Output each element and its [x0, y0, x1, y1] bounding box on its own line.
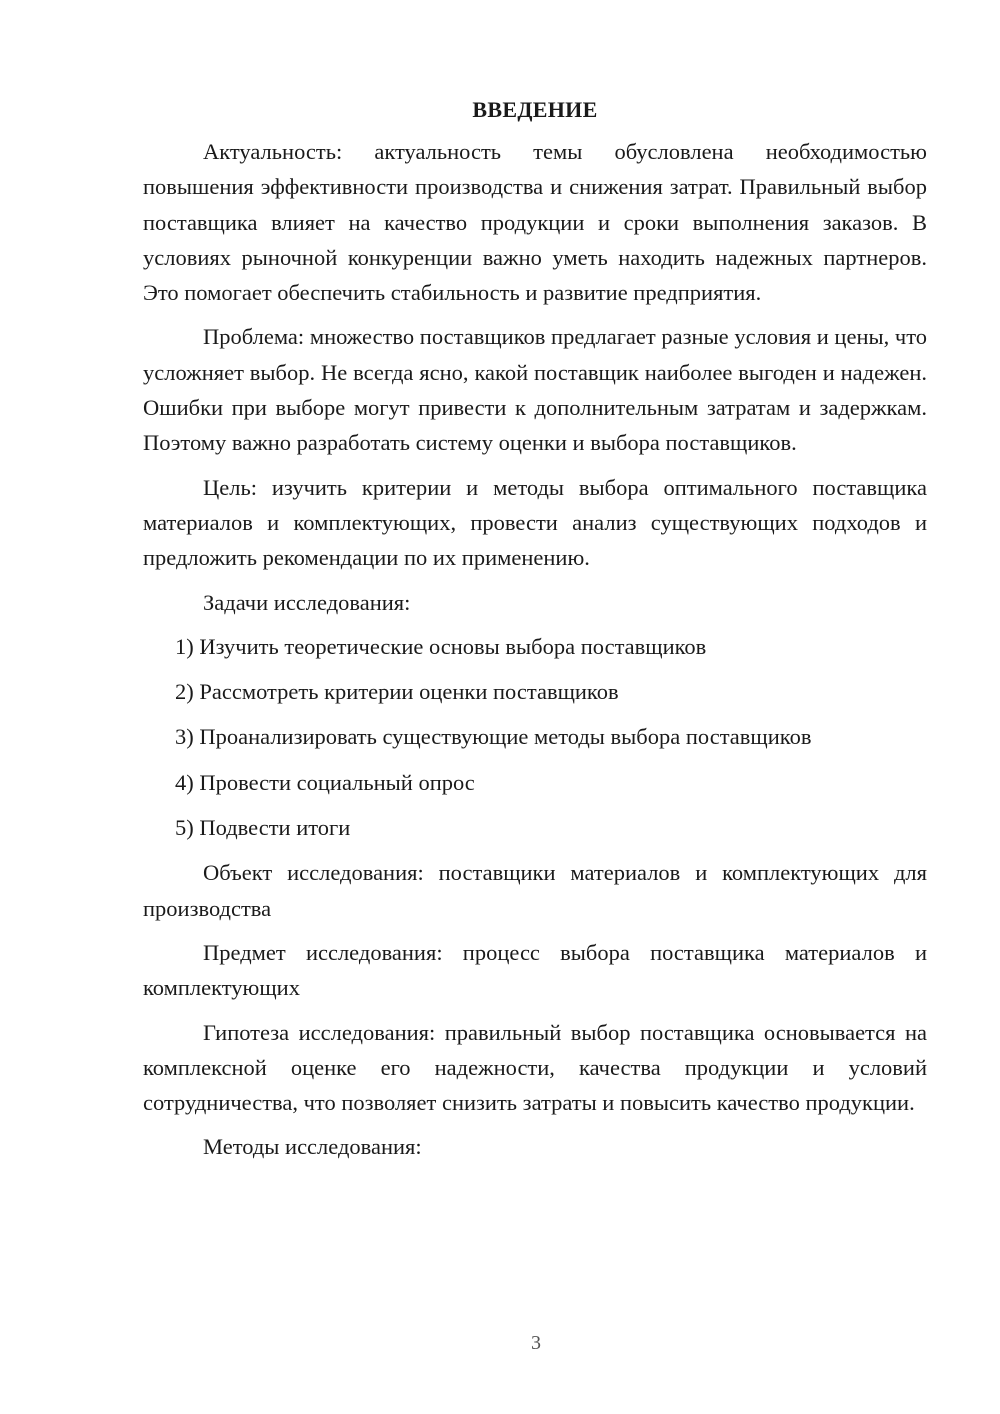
- problem-paragraph: Проблема: множество поставщиков предлагает разные условия и цены, что усложняет выбор. Не всегда ясно, какой поставщик наиболее выгоден и надежен. Ошибки при выборе могут привести к дополнительным затратам и задержкам. Поэтому важно разработать систему оценки и выбора поставщиков.: [143, 324, 927, 456]
- relevance-paragraph: Актуальность: актуальность темы обусловлена необходимостью повышения эффективности производства и снижения затрат. Правильный выбор поставщика влияет на качество продукции и сроки выполнения заказов. В условиях рыночной конкуренции важно уметь находить надежных партнеров. Это помогает обеспечить стабильность и развитие предприятия.: [143, 139, 927, 306]
- task-item-1: 1) Изучить теоретические основы выбора поставщиков: [175, 633, 707, 659]
- task-item-4: 4) Провести социальный опрос: [175, 769, 475, 795]
- task-item-5: 5) Подвести итоги: [175, 815, 351, 841]
- goal-paragraph: Цель: изучить критерии и методы выбора оптимального поставщика материалов и комплектующих, провести анализ существующих подходов и предложить рекомендации по их применению.: [143, 474, 927, 571]
- tasks-list: [143, 629, 927, 845]
- page-content: [143, 92, 927, 1174]
- object-paragraph: Объект исследования: поставщики материалов и комплектующих для производства: [143, 860, 927, 921]
- page-number: 3: [531, 1332, 541, 1354]
- subject-paragraph: Предмет исследования: процесс выбора поставщика материалов и комплектующих: [143, 939, 927, 1001]
- task-item-3: 3) Проанализировать существующие методы выбора поставщиков: [175, 724, 812, 750]
- page-number-footer: [0, 1332, 1000, 1355]
- hypothesis-paragraph: Гипотеза исследования: правильный выбор поставщика основывается на комплексной оценке его надежности, качества продукции и условий сотрудничества, что позволяет снизить затраты и повысить качество продукции.: [143, 1019, 927, 1116]
- task-item-2: 2) Рассмотреть критерии оценки поставщиков: [175, 679, 619, 705]
- tasks-title: Задачи исследования:: [203, 589, 411, 615]
- page-heading: ВВЕДЕНИЕ: [472, 97, 598, 122]
- methods-title: Методы исследования:: [203, 1134, 422, 1160]
